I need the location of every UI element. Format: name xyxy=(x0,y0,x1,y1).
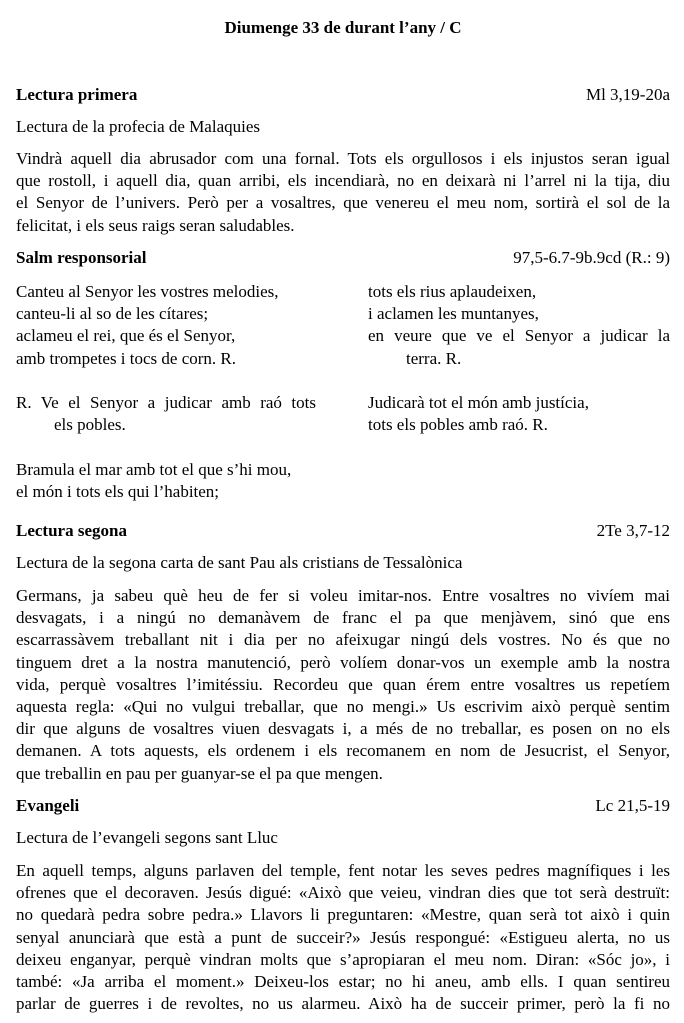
psalm-blank-line xyxy=(368,370,670,392)
first-reading-intro: Lectura de la profecia de Malaquies xyxy=(16,117,261,136)
second-reading-header xyxy=(16,521,670,541)
psalm-verse-line: Bramula el mar amb tot el que s’hi mou, xyxy=(16,459,292,479)
psalm-verse-line: tots els rius aplaudeixen, xyxy=(368,282,537,301)
gospel-header xyxy=(16,796,670,816)
text-line: Vindrà aquell dia abrusador com una fornal. Tots els orgullosos i els injustos seran igual xyxy=(16,149,670,168)
second-reading-text xyxy=(16,585,670,785)
gospel-reference: Lc 21,5-19 xyxy=(595,796,670,815)
first-reading-text xyxy=(16,148,670,237)
text-line: vida, perquè vosaltres l’imitéssiu. Recordeu que quan érem entre vosaltres us repetíem xyxy=(16,674,670,694)
psalm-verse-line: el món i tots els qui l’habiten; xyxy=(16,481,220,501)
psalm-reference: 97,5-6.7-9b.9cd (R.: 9) xyxy=(513,248,670,267)
page-title: Diumenge 33 de durant l’any / C xyxy=(224,18,462,37)
psalm-verse-line: tots els pobles amb raó. R. xyxy=(368,415,548,435)
text-line: tinguem dret a la nostra manutenció, però volíem donar-vos un exemple amb la nostra xyxy=(16,652,670,672)
psalm-heading: Salm responsorial xyxy=(16,248,147,267)
gospel-intro: Lectura de l’evangeli segons sant Lluc xyxy=(16,828,278,847)
gospel-text xyxy=(16,860,670,1015)
psalm-verse-line: en veure que ve el Senyor a judicar la xyxy=(368,326,670,346)
second-reading-heading: Lectura segona xyxy=(16,521,127,540)
text-line: el Senyor de l’univers. Però per a vosaltres, que venereu el meu nom, sortirà el sol de la xyxy=(16,193,670,213)
text-line: senyal anunciarà que està a punt de succeir?» Jesús respongué: «Estigueu alerta, no us xyxy=(16,927,670,947)
psalm-header xyxy=(16,248,670,268)
gospel-heading: Evangeli xyxy=(16,796,80,815)
text-line: parlar de guerres i de revoltes, no us alarmeu. Això ha de succeir primer, però la fi no xyxy=(16,994,670,1014)
text-line: no quedarà pedra sobre pedra.» Llavors li preguntaren: «Mestre, quan serà tot això i quin xyxy=(16,905,670,925)
psalm-left-column xyxy=(16,281,316,503)
text-line: En aquell temps, alguns parlaven del temple, fent notar les seves pedres magnífiques i les xyxy=(16,861,670,880)
psalm-verse-line: i aclamen les muntanyes, xyxy=(368,304,539,324)
psalm-response-line: R. Ve el Senyor a judicar amb raó tots xyxy=(16,393,316,412)
psalm-verse-line: aclameu el rei, que és el Senyor, xyxy=(16,326,236,346)
text-line: escarrassàvem treballant nit i dia per no afeixugar ningú dels vostres. No és que no xyxy=(16,630,670,650)
first-reading-header xyxy=(16,85,670,105)
second-reading-intro: Lectura de la segona carta de sant Pau als cristians de Tessalònica xyxy=(16,553,463,572)
psalm-verse-line: Judicarà tot el món amb justícia, xyxy=(368,393,589,412)
text-line: dir que alguns de vosaltres viuen desvagats i, a més de no treballar, es posen on no els xyxy=(16,719,670,739)
text-line: aquesta regla: «Qui no vulgui treballar, que no mengi.» Us escrivim això perquè sentim xyxy=(16,697,670,717)
text-line: ofrenes que el decoraven. Jesús digué: «Això que veieu, vindran dies que tot serà destruït: xyxy=(16,883,670,903)
psalm-verse-line: amb trompetes i tocs de corn. R. xyxy=(16,348,237,368)
text-line: que rostoll, i aquell dia, quan arribi, els incendiarà, no en deixarà ni l’arrel ni la tija, diu xyxy=(16,171,670,191)
text-line: deixeu enganyar, perquè vindran molts que s’apropiaran el meu nom. Diran: «Sóc jo», i xyxy=(16,949,670,969)
psalm-blank-line xyxy=(16,436,316,458)
text-line: felicitat, i els seus raigs seran saludables. xyxy=(16,215,295,235)
text-line: demanen. A tots aquests, els ordenem i els recomanem en nom de Jesucrist, el Senyor, xyxy=(16,741,670,761)
text-line: que treballin en pau per guanyar-se el pa que mengen. xyxy=(16,763,383,783)
text-line: Germans, ja sabeu què heu de fer si voleu imitar-nos. Entre vosaltres no vivíem mai xyxy=(16,586,670,605)
psalm-blank-line xyxy=(16,370,316,392)
psalm-right-column xyxy=(368,281,670,436)
first-reading-heading: Lectura primera xyxy=(16,85,138,104)
text-line: desvagats, i a ningú no demanàvem de franc el pa que menjàvem, sinó que ens xyxy=(16,608,670,628)
psalm-verse-line: terra. R. xyxy=(406,348,462,368)
second-reading-reference: 2Te 3,7-12 xyxy=(596,521,670,540)
text-line: també: «Ja arriba el moment.» Deixeu-los estar; no hi aneu, amb ells. I quan sentireu xyxy=(16,972,670,992)
first-reading-reference: Ml 3,19-20a xyxy=(585,85,670,104)
psalm-verse-line: canteu-li al so de les cítares; xyxy=(16,304,209,324)
psalm-response-line: els pobles. xyxy=(54,415,126,435)
psalm-verse-line: Canteu al Senyor les vostres melodies, xyxy=(16,282,279,301)
